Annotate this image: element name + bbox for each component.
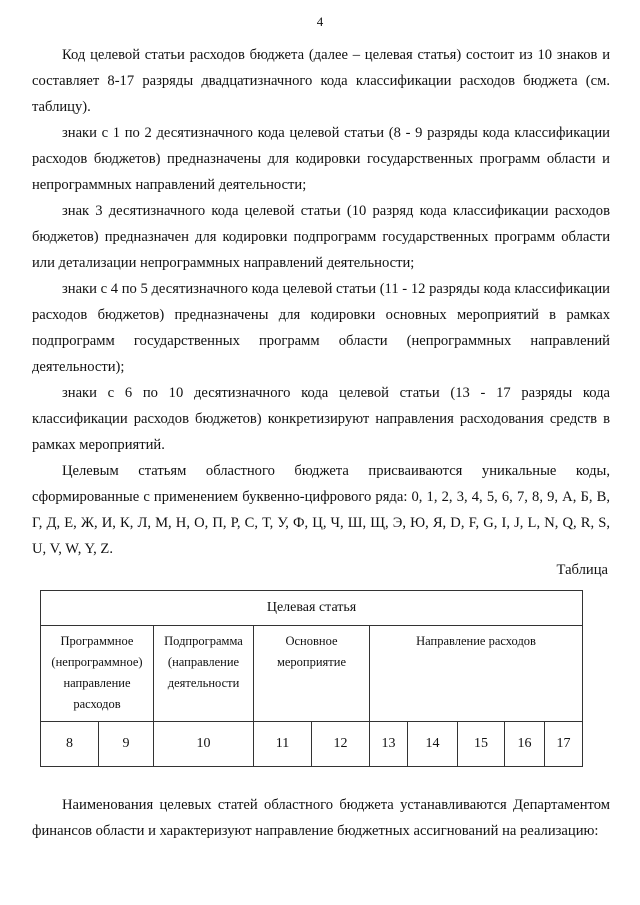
digit-cell: 12 bbox=[312, 722, 370, 767]
group-subprogram: Подпрограмма (направление деятельности bbox=[154, 626, 254, 722]
paragraph-signs-4-5: знаки с 4 по 5 десятизначного кода целевой статьи (11 - 12 разряды кода классификации расходов бюджетов) предназначены для кодировки основных мероприятий в рамках подпрограмм государственных программ области (непрограммных направлений деятельности); bbox=[32, 281, 610, 375]
digit-cell: 11 bbox=[254, 722, 312, 767]
paragraph-names: Наименования целевых статей областного бюджета устанавливаются Департаментом финансов области и характеризуют направление бюджетных ассигнований на реализацию: bbox=[32, 797, 610, 839]
digit-cell: 10 bbox=[154, 722, 254, 767]
digit-cell: 9 bbox=[99, 722, 154, 767]
paragraph-signs-6-10: знаки с 6 по 10 десятизначного кода целевой статьи (13 - 17 разряды кода классификации расходов бюджетов) конкретизируют направления расходования средств в рамках мероприятий. bbox=[32, 385, 610, 453]
page-number: 4 bbox=[316, 14, 324, 29]
digit-cell: 8 bbox=[41, 722, 99, 767]
group-main-activity: Основное мероприятие bbox=[254, 626, 370, 722]
group-expense-direction: Направление расходов bbox=[370, 626, 583, 722]
paragraph-signs-1-2: знаки с 1 по 2 десятизначного кода целевой статьи (8 - 9 разряды кода классификации расходов бюджетов) предназначены для кодировки государственных программ области и непрограммных направлений деятельности; bbox=[32, 125, 610, 193]
table-header: Целевая статья bbox=[41, 591, 583, 626]
paragraph-unique-codes: Целевым статьям областного бюджета присваиваются уникальные коды, сформированные с применением буквенно-цифрового ряда: 0, 1, 2, 3, 4, 5, 6, 7, 8, 9, А, Б, В, Г, Д, Е, Ж, И, К, Л, М, Н, О, П, Р, С, Т, У, Ф, Ц, Ч, Ш, Щ, Э, Ю, Я, D, F, G, I, J, L, N, Q, R, S, U, V, W, Y, Z. bbox=[32, 463, 610, 557]
table-caption: Таблица bbox=[556, 562, 608, 578]
paragraph-sign-3: знак 3 десятизначного кода целевой статьи (10 разряд кода классификации расходов бюджетов) предназначен для кодировки подпрограмм государственных программ области или детализации непрограммных направлений деятельности; bbox=[32, 203, 610, 271]
paragraph-code-structure: Код целевой статьи расходов бюджета (далее – целевая статья) состоит из 10 знаков и составляет 8-17 разряды двадцатизначного кода классификации расходов бюджета (см. таблицу). bbox=[32, 47, 610, 115]
digit-cell: 17 bbox=[545, 722, 583, 767]
digit-cell: 13 bbox=[370, 722, 408, 767]
digit-cell: 14 bbox=[408, 722, 458, 767]
group-program: Программное (непрограммное) направление расходов bbox=[41, 626, 154, 722]
digit-cell: 16 bbox=[505, 722, 545, 767]
code-structure-table bbox=[40, 590, 583, 767]
digit-cell: 15 bbox=[458, 722, 505, 767]
